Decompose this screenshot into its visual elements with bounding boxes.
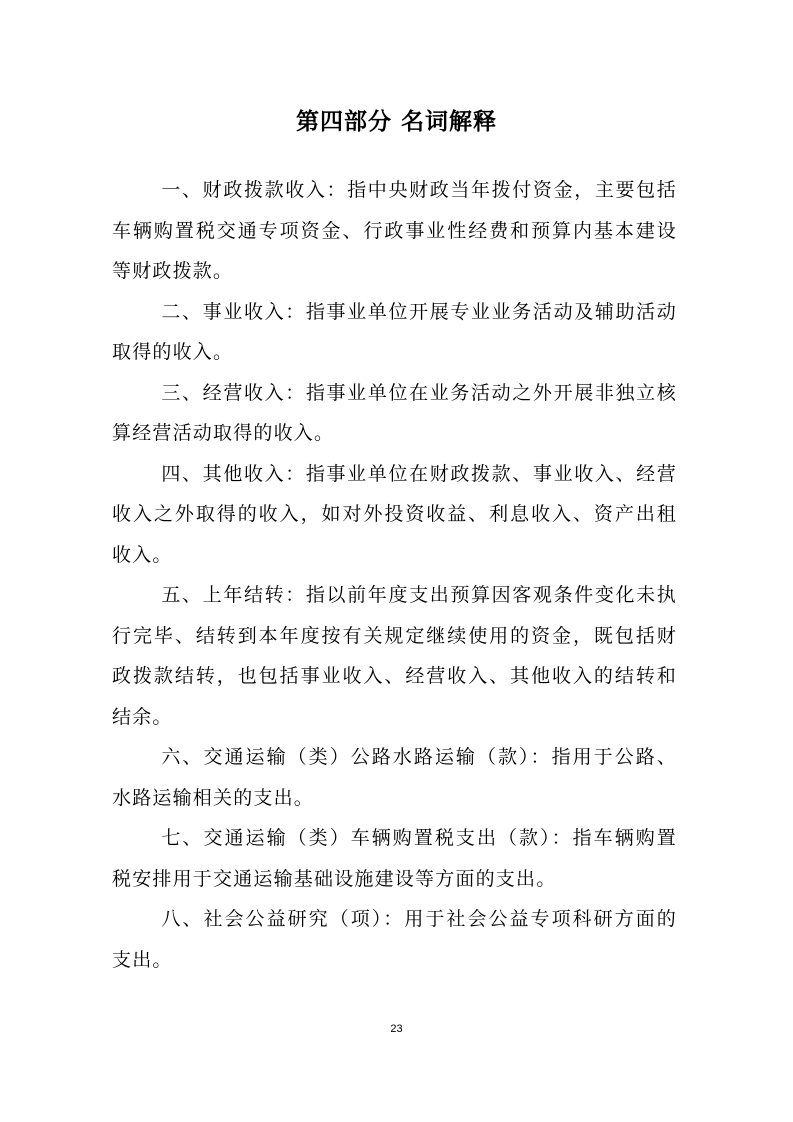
page-title: 第四部分 名词解释	[295, 109, 497, 135]
definitions-body	[112, 170, 677, 980]
definition-paragraph: 四、其他收入：指事业单位在财政拨款、事业收入、经营收入之外取得的收入，如对外投资收益、利息收入、资产出租收入。	[112, 462, 677, 566]
definition-paragraph: 七、交通运输（类）车辆购置税支出（款）：指车辆购置税安排用于交通运输基础设施建设等方面的支出。	[112, 827, 677, 890]
page-number: 23	[390, 1023, 403, 1035]
definition-paragraph: 六、交通运输（类）公路水路运输（款）：指用于公路、水路运输相关的支出。	[112, 746, 677, 809]
definition-paragraph: 八、社会公益研究（项）：用于社会公益专项科研方面的支出。	[112, 908, 677, 971]
definition-paragraph: 一、财政拨款收入：指中央财政当年拨付资金，主要包括车辆购置税交通专项资金、行政事业性经费和预算内基本建设等财政拨款。	[112, 179, 677, 282]
definition-paragraph: 二、事业收入：指事业单位开展专业业务活动及辅助活动取得的收入。	[112, 300, 677, 363]
definition-paragraph: 三、经营收入：指事业单位在业务活动之外开展非独立核算经营活动取得的收入。	[112, 381, 677, 444]
definition-paragraph: 五、上年结转：指以前年度支出预算因客观条件变化未执行完毕、结转到本年度按有关规定继续使用的资金，既包括财政拨款结转，也包括事业收入、经营收入、其他收入的结转和结余。	[112, 584, 677, 728]
